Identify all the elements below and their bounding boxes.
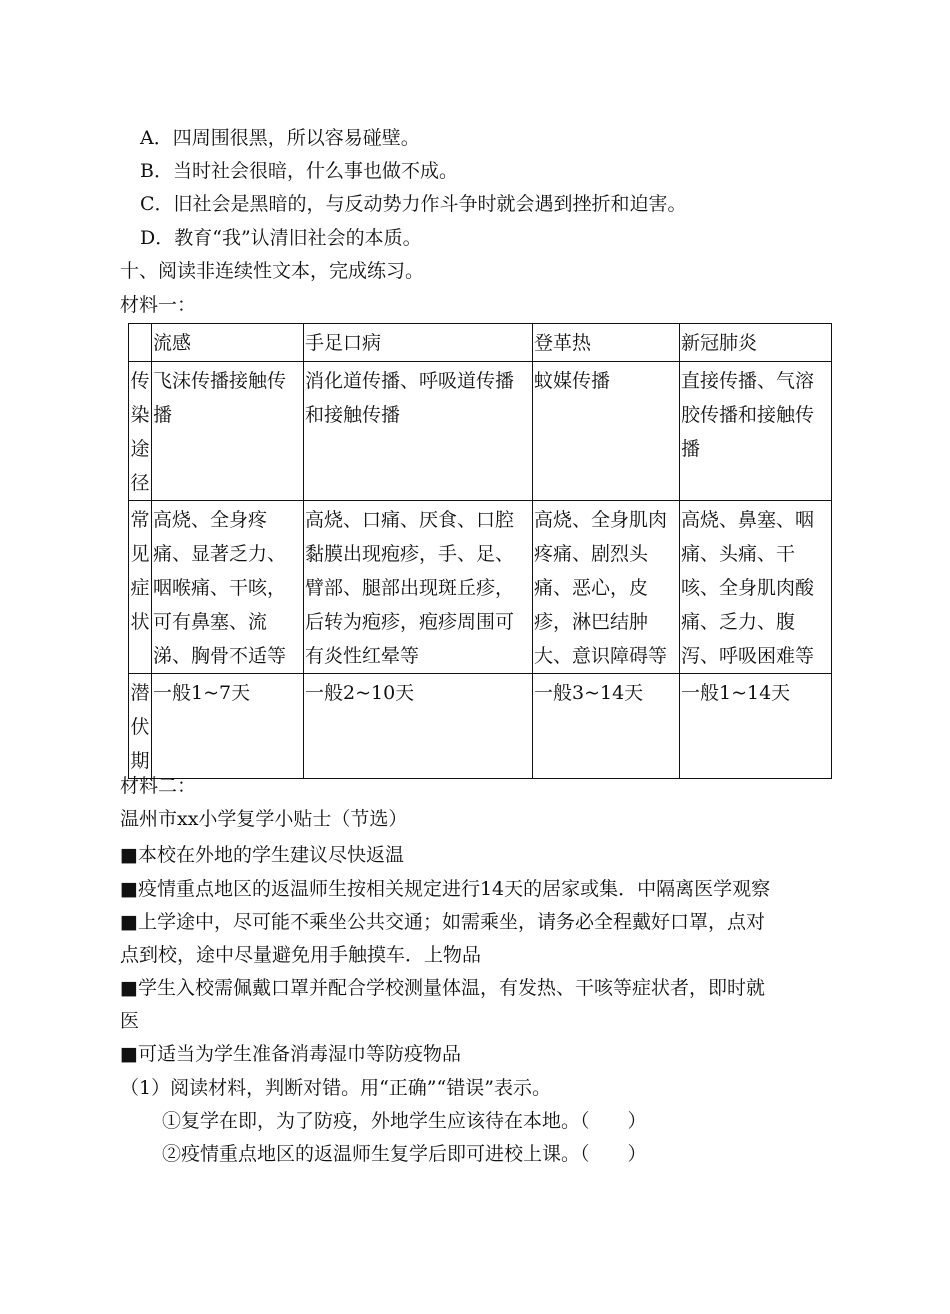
- table-cell: 一般1~7天: [152, 674, 304, 779]
- notice-title: 温州市xx小学复学小贴士（节选）: [120, 808, 408, 830]
- header-flu: 流感: [152, 324, 304, 362]
- table-corner-cell: [129, 324, 152, 362]
- option-c: C．旧社会是黑暗的，与反动势力作斗争时就会遇到挫折和迫害。: [140, 193, 687, 215]
- table-row: [129, 674, 832, 779]
- notice-line: ■疫情重点地区的返温师生按相关规定进行14天的居家或集．中隔离医学观察: [120, 878, 771, 900]
- material2-label: 材料二：: [120, 775, 197, 797]
- table-cell: 高烧、口痛、厌食、口腔黏膜出现疱疹，手、足、臂部、腿部出现斑丘疹，后转为疱疹，疱疹周围可有炎性红晕等: [304, 501, 533, 674]
- notice-line: ■本校在外地的学生建议尽快返温: [120, 844, 404, 866]
- sub-item-1: ①复学在即，为了防疫，外地学生应该待在本地。（ ）: [162, 1110, 647, 1132]
- disease-table: [128, 323, 832, 779]
- table-cell: 一般1~14天: [680, 674, 832, 779]
- section-title: 十、阅读非连续性文本，完成练习。: [120, 260, 425, 282]
- option-d: D．教育“我”认清旧社会的本质。: [140, 227, 422, 249]
- header-hfmd: 手足口病: [304, 324, 533, 362]
- option-b: B．当时社会很暗，什么事也做不成。: [140, 160, 458, 182]
- sub-item-2: ②疫情重点地区的返温师生复学后即可进校上课。（ ）: [162, 1143, 647, 1165]
- question-1: （1）阅读材料，判断对错。用“正确”“错误”表示。: [120, 1077, 551, 1099]
- row-label-symptoms: 常见症状: [129, 501, 152, 674]
- table-cell: 一般3~14天: [533, 674, 680, 779]
- table-header-row: [129, 324, 832, 362]
- notice-line: ■上学途中，尽可能不乘坐公共交通；如需乘坐，请务必全程戴好口罩，点对: [120, 911, 765, 933]
- notice-line: 点到校，途中尽量避免用手触摸车．上物品: [120, 944, 482, 966]
- table-cell: 直接传播、气溶胶传播和接触传播: [680, 362, 832, 501]
- material1-label: 材料一：: [120, 294, 197, 316]
- table-cell: 消化道传播、呼吸道传播和接触传播: [304, 362, 533, 501]
- table-cell: 蚊媒传播: [533, 362, 680, 501]
- row-label-transmission: 传染途径: [129, 362, 152, 501]
- table-row: [129, 362, 832, 501]
- notice-line: ■学生入校需佩戴口罩并配合学校测量体温，有发热、干咳等症状者，即时就: [120, 977, 765, 999]
- notice-line: 医: [120, 1010, 140, 1032]
- table-cell: 高烧、鼻塞、咽痛、头痛、干咳、全身肌肉酸痛、乏力、腹泻、呼吸困难等: [680, 501, 832, 674]
- table-cell: 一般2~10天: [304, 674, 533, 779]
- row-label-incubation: 潜伏期: [129, 674, 152, 779]
- notice-line: ■可适当为学生准备消毒湿巾等防疫物品: [120, 1043, 461, 1065]
- table-cell: 高烧、全身疼痛、显著乏力、咽喉痛、干咳，可有鼻塞、流涕、胸骨不适等: [152, 501, 304, 674]
- header-covid: 新冠肺炎: [680, 324, 832, 362]
- table-row: [129, 501, 832, 674]
- table-cell: 飞沫传播接触传播: [152, 362, 304, 501]
- option-a: A．四周围很黑，所以容易碰壁。: [140, 127, 420, 149]
- header-dengue: 登革热: [533, 324, 680, 362]
- table-cell: 高烧、全身肌肉疼痛、剧烈头痛、恶心，皮疹，淋巴结肿大、意识障碍等: [533, 501, 680, 674]
